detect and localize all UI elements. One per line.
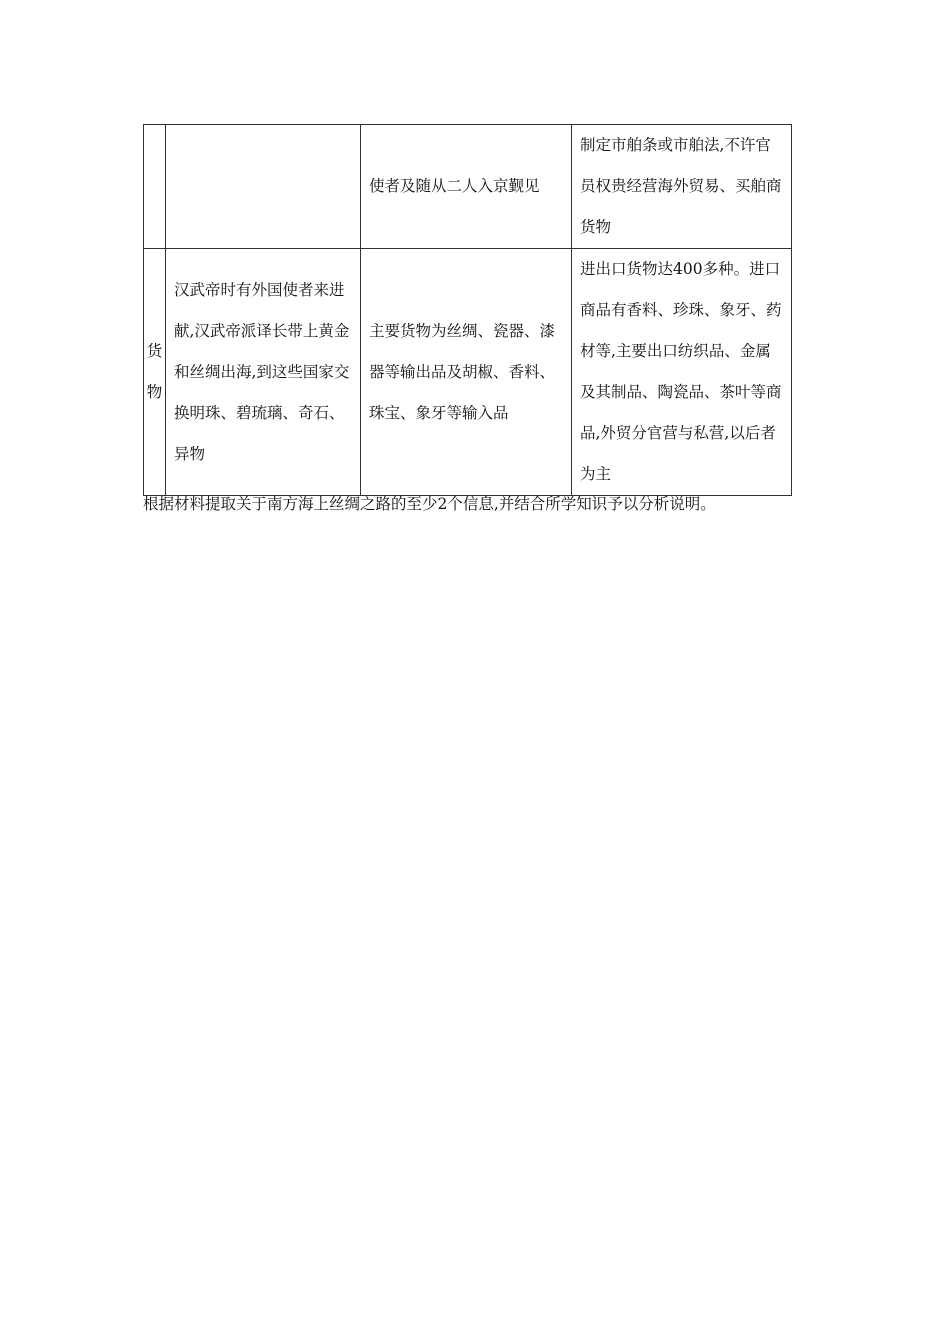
table-cell-col2: 主要货物为丝绸、瓷器、漆器等输出品及胡椒、香料、珠宝、象牙等输入品 [361, 249, 572, 496]
material-table [143, 124, 792, 496]
table-row-goods [144, 249, 792, 496]
row-label-goods: 货物 [146, 342, 163, 401]
table-cell-col3: 制定市舶条或市舶法,不许官员权贵经营海外贸易、买舶商货物 [572, 125, 792, 249]
table-cell-col3: 进出口货物达400多种。进口商品有香料、珍珠、象牙、药材等,主要出口纺织品、金属及其制品、陶瓷品、茶叶等商品,外贸分官营与私营,以后者为主 [572, 249, 792, 496]
question-text: 根据材料提取关于南方海上丝绸之路的至少2个信息,并结合所学知识予以分析说明。 [143, 495, 716, 513]
table-cell-col1 [166, 125, 361, 249]
table-cell-col1: 汉武帝时有外国使者来进献,汉武帝派译长带上黄金和丝绸出海,到这些国家交换明珠、碧琉璃、奇石、异物 [166, 249, 361, 496]
row-label-cell [144, 249, 166, 496]
row-label-cell [144, 125, 166, 249]
table-cell-col2: 使者及随从二人入京觐见 [361, 125, 572, 249]
table-row-continued [144, 125, 792, 249]
